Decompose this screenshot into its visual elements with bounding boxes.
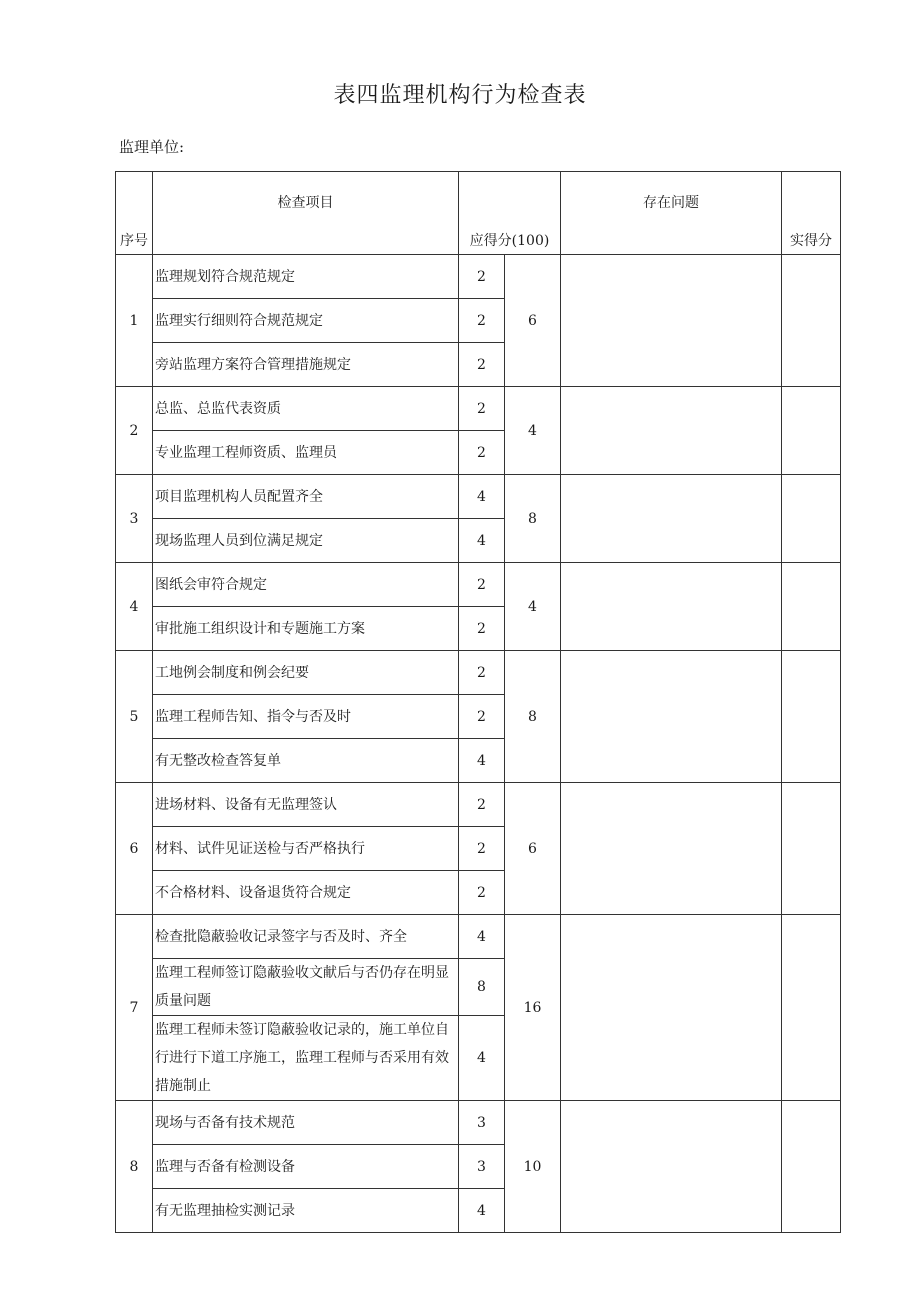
problem-cell[interactable] — [561, 475, 782, 563]
problem-cell[interactable] — [561, 563, 782, 651]
check-item: 专业监理工程师资质、监理员 — [153, 431, 459, 475]
item-points: 4 — [459, 1016, 505, 1101]
problem-cell[interactable] — [561, 783, 782, 915]
check-item: 工地例会制度和例会纪要 — [153, 651, 459, 695]
actual-score-cell[interactable] — [782, 255, 841, 387]
check-item: 材料、试件见证送检与否严格执行 — [153, 827, 459, 871]
actual-score-cell[interactable] — [782, 563, 841, 651]
group-subtotal: 10 — [505, 1101, 561, 1233]
row-seq: 3 — [116, 475, 153, 563]
problem-cell[interactable] — [561, 255, 782, 387]
group-subtotal: 4 — [505, 387, 561, 475]
table-row — [116, 783, 841, 827]
item-points: 2 — [459, 651, 505, 695]
check-item: 旁站监理方案符合管理措施规定 — [153, 343, 459, 387]
header-seq: 序号 — [116, 172, 153, 255]
item-points: 4 — [459, 739, 505, 783]
header-row — [116, 172, 841, 255]
header-problem: 存在问题 — [561, 172, 782, 255]
check-item: 进场材料、设备有无监理签认 — [153, 783, 459, 827]
item-points: 2 — [459, 871, 505, 915]
actual-score-cell[interactable] — [782, 915, 841, 1101]
group-subtotal: 16 — [505, 915, 561, 1101]
row-seq: 5 — [116, 651, 153, 783]
item-points: 2 — [459, 343, 505, 387]
row-seq: 6 — [116, 783, 153, 915]
item-points: 2 — [459, 299, 505, 343]
header-score: 应得分(100) — [459, 172, 561, 255]
row-seq: 7 — [116, 915, 153, 1101]
actual-score-cell[interactable] — [782, 1101, 841, 1233]
check-item: 图纸会审符合规定 — [153, 563, 459, 607]
actual-score-cell[interactable] — [782, 783, 841, 915]
problem-cell[interactable] — [561, 915, 782, 1101]
check-item: 有无监理抽检实测记录 — [153, 1189, 459, 1233]
header-item: 检查项目 — [153, 172, 459, 255]
check-item: 有无整改检查答复单 — [153, 739, 459, 783]
header-actual: 实得分 — [782, 172, 841, 255]
item-points: 2 — [459, 255, 505, 299]
check-item: 监理规划符合规范规定 — [153, 255, 459, 299]
check-item: 监理工程师告知、指令与否及时 — [153, 695, 459, 739]
check-item: 监理工程师签订隐蔽验收文献后与否仍存在明显质量问题 — [153, 959, 459, 1016]
check-item: 监理实行细则符合规范规定 — [153, 299, 459, 343]
group-subtotal: 8 — [505, 475, 561, 563]
actual-score-cell[interactable] — [782, 387, 841, 475]
item-points: 3 — [459, 1101, 505, 1145]
check-item: 现场与否备有技术规范 — [153, 1101, 459, 1145]
check-item: 监理工程师未签订隐蔽验收记录的，施工单位自行进行下道工序施工，监理工程师与否采用有效措施制止 — [153, 1016, 459, 1101]
group-subtotal: 4 — [505, 563, 561, 651]
item-points: 2 — [459, 695, 505, 739]
group-subtotal: 6 — [505, 783, 561, 915]
item-points: 2 — [459, 783, 505, 827]
inspection-table — [115, 171, 841, 1233]
table-row — [116, 387, 841, 431]
actual-score-cell[interactable] — [782, 651, 841, 783]
table-row — [116, 563, 841, 607]
check-item: 现场监理人员到位满足规定 — [153, 519, 459, 563]
check-item: 审批施工组织设计和专题施工方案 — [153, 607, 459, 651]
item-points: 4 — [459, 1189, 505, 1233]
table-row — [116, 651, 841, 695]
page-title: 表四监理机构行为检查表 — [333, 83, 587, 108]
supervision-unit-label: 监理单位: — [119, 138, 185, 156]
row-seq: 1 — [116, 255, 153, 387]
item-points: 2 — [459, 607, 505, 651]
group-subtotal: 8 — [505, 651, 561, 783]
problem-cell[interactable] — [561, 1101, 782, 1233]
item-points: 2 — [459, 827, 505, 871]
item-points: 8 — [459, 959, 505, 1016]
item-points: 2 — [459, 563, 505, 607]
table-row — [116, 255, 841, 299]
table-row — [116, 475, 841, 519]
item-points: 2 — [459, 431, 505, 475]
item-points: 4 — [459, 915, 505, 959]
check-item: 不合格材料、设备退货符合规定 — [153, 871, 459, 915]
check-item: 检查批隐蔽验收记录签字与否及时、齐全 — [153, 915, 459, 959]
problem-cell[interactable] — [561, 387, 782, 475]
row-seq: 2 — [116, 387, 153, 475]
check-item: 总监、总监代表资质 — [153, 387, 459, 431]
row-seq: 8 — [116, 1101, 153, 1233]
item-points: 4 — [459, 519, 505, 563]
check-item: 项目监理机构人员配置齐全 — [153, 475, 459, 519]
item-points: 3 — [459, 1145, 505, 1189]
table-row — [116, 1101, 841, 1145]
item-points: 2 — [459, 387, 505, 431]
group-subtotal: 6 — [505, 255, 561, 387]
check-item: 监理与否备有检测设备 — [153, 1145, 459, 1189]
row-seq: 4 — [116, 563, 153, 651]
actual-score-cell[interactable] — [782, 475, 841, 563]
item-points: 4 — [459, 475, 505, 519]
problem-cell[interactable] — [561, 651, 782, 783]
table-row — [116, 915, 841, 959]
